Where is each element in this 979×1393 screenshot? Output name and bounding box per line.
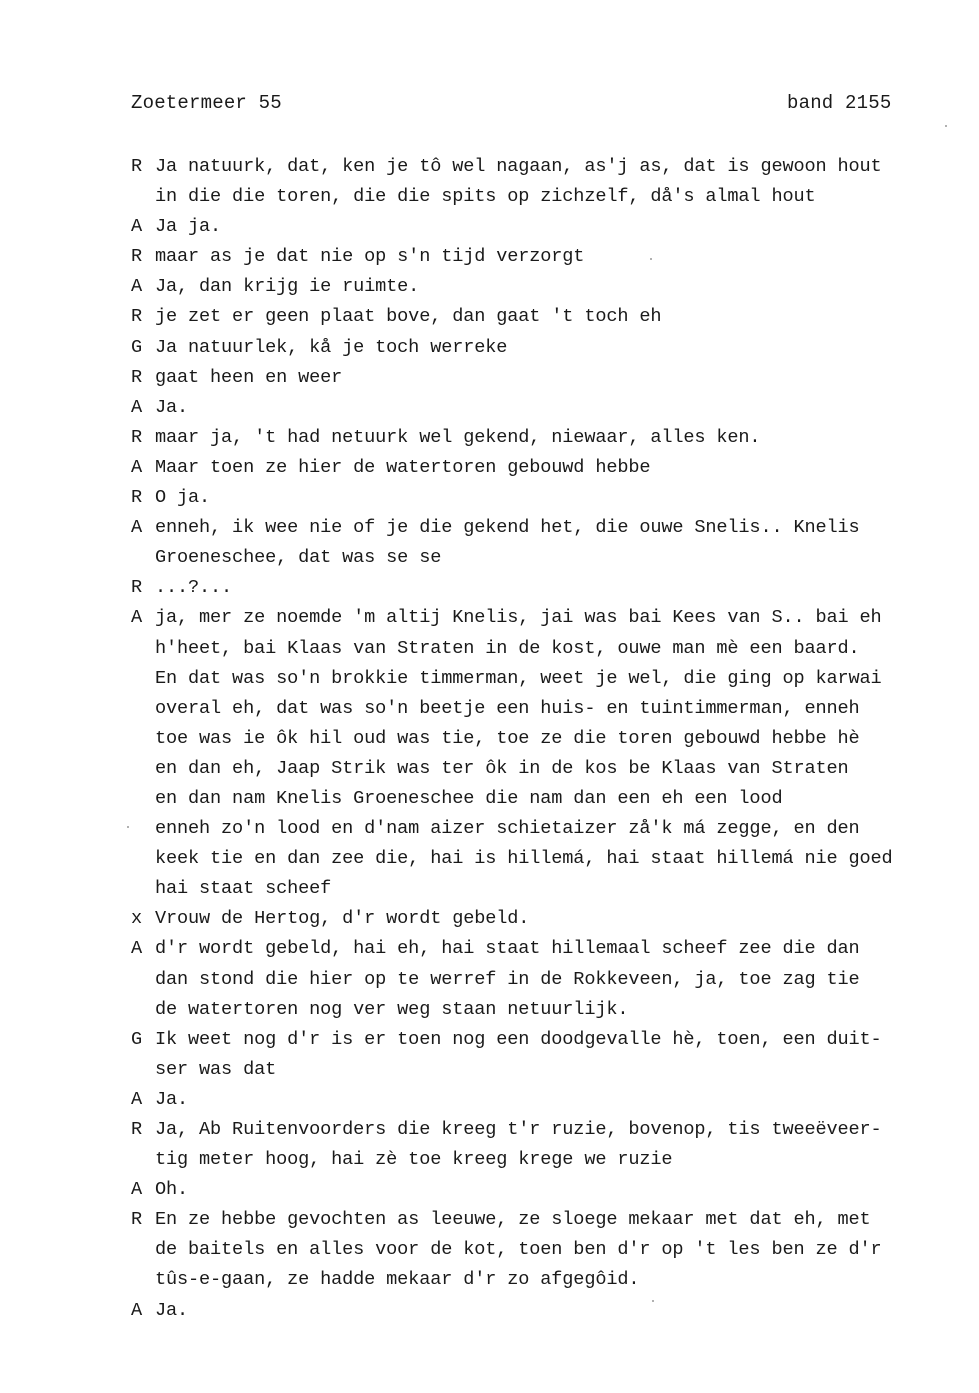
utterance-text: tûs-e-gaan, ze hadde mekaar d'r zo afgegôid. bbox=[155, 1269, 640, 1291]
header-tape-number: band 2155 bbox=[787, 92, 892, 114]
transcript-line bbox=[131, 363, 976, 393]
header-location: Zoetermeer 55 bbox=[131, 92, 282, 114]
utterance-text: Ja ja. bbox=[155, 216, 222, 238]
utterance-text: keek tie en dan zee die, hai is hillemá, hai staat hillemá nie goed bbox=[155, 848, 893, 870]
transcript-line bbox=[131, 333, 976, 363]
utterance-text: de baitels en alles voor de kot, toen ben d'r op 't les ben ze d'r bbox=[155, 1239, 882, 1261]
transcript-continuation-line bbox=[131, 784, 976, 814]
speaker-label: R bbox=[131, 577, 143, 599]
utterance-text: ja, mer ze noemde 'm altij Knelis, jai was bai Kees van S.. bai eh bbox=[155, 607, 882, 629]
utterance-text: in die die toren, die die spits op zichzelf, då's almal hout bbox=[155, 186, 816, 208]
utterance-text: En ze hebbe gevochten as leeuwe, ze sloege mekaar met dat eh, met bbox=[155, 1209, 871, 1231]
scan-speck bbox=[945, 125, 947, 127]
utterance-text: toe was ie ôk hil oud was tie, toe ze die toren gebouwd hebbe hè bbox=[155, 727, 860, 749]
scan-speck bbox=[127, 826, 129, 828]
utterance-text: enneh zo'n lood en d'nam aizer schietaizer zå'k má zegge, en den bbox=[155, 818, 860, 840]
speaker-label: R bbox=[131, 306, 143, 328]
transcript-continuation-line bbox=[131, 844, 976, 874]
utterance-text: Ja natuurlek, kå je toch werreke bbox=[155, 336, 508, 358]
speaker-label: G bbox=[131, 1028, 143, 1050]
transcript-continuation-line bbox=[131, 634, 976, 664]
speaker-label: A bbox=[131, 276, 143, 298]
transcript-line bbox=[131, 1115, 976, 1145]
transcript-line bbox=[131, 1296, 976, 1326]
utterance-text: Ja. bbox=[155, 396, 189, 418]
transcript-line bbox=[131, 393, 976, 423]
utterance-text: maar ja, 't had netuurk wel gekend, niewaar, alles ken. bbox=[155, 426, 761, 448]
utterance-text: Groeneschee, dat was se se bbox=[155, 547, 442, 569]
utterance-text: h'heet, bai Klaas van Straten in de kost, ouwe man mè een baard. bbox=[155, 637, 860, 659]
transcript-continuation-line bbox=[131, 1145, 976, 1175]
transcript-line bbox=[131, 453, 976, 483]
transcript-continuation-line bbox=[131, 754, 976, 784]
speaker-label: A bbox=[131, 396, 143, 418]
utterance-text: En dat was so'n brokkie timmerman, weet je wel, die ging op karwai bbox=[155, 667, 882, 689]
speaker-label: A bbox=[131, 607, 143, 629]
utterance-text: overal eh, dat was so'n beetje een huis- en tuintimmerman, enneh bbox=[155, 697, 860, 719]
transcript-line bbox=[131, 934, 976, 964]
utterance-text: Ja. bbox=[155, 1088, 189, 1110]
utterance-text: Maar toen ze hier de watertoren gebouwd hebbe bbox=[155, 456, 651, 478]
utterance-text: je zet er geen plaat bove, dan gaat 't toch eh bbox=[155, 306, 662, 328]
speaker-label: A bbox=[131, 1088, 143, 1110]
transcript-continuation-line bbox=[131, 1055, 976, 1085]
speaker-label: G bbox=[131, 336, 143, 358]
speaker-label: R bbox=[131, 426, 143, 448]
transcript-line bbox=[131, 483, 976, 513]
speaker-label: R bbox=[131, 1119, 143, 1140]
utterance-text: Ja, dan krijg ie ruimte. bbox=[155, 276, 420, 298]
utterance-text: dan stond die hier op te werref in de Rokkeveen, ja, toe zag tie bbox=[155, 968, 860, 990]
transcript-continuation-line bbox=[131, 694, 976, 724]
transcript-continuation-line bbox=[131, 1235, 976, 1265]
transcript-line bbox=[131, 1205, 976, 1235]
transcript-line bbox=[131, 603, 976, 633]
speaker-label: R bbox=[131, 366, 143, 388]
speaker-label: A bbox=[131, 1299, 143, 1321]
speaker-label: A bbox=[131, 517, 143, 539]
utterance-text: Ik weet nog d'r is er toen nog een doodgevalle hè, toen, een duit- bbox=[155, 1028, 882, 1050]
utterance-text: ser was dat bbox=[155, 1058, 277, 1080]
utterance-text: de watertoren nog ver weg staan netuurlijk. bbox=[155, 998, 629, 1020]
transcript-line bbox=[131, 1025, 976, 1055]
utterance-text: tig meter hoog, hai zè toe kreeg krege we ruzie bbox=[155, 1149, 673, 1171]
transcript-continuation-line bbox=[131, 724, 976, 754]
transcript-line bbox=[131, 212, 976, 242]
transcript-line bbox=[131, 513, 976, 543]
transcript-continuation-line bbox=[131, 664, 976, 694]
utterance-text: gaat heen en weer bbox=[155, 366, 343, 388]
utterance-text: O ja. bbox=[155, 487, 211, 509]
transcript-line bbox=[131, 573, 976, 603]
utterance-text: maar as je dat nie op s'n tijd verzorgt bbox=[155, 246, 585, 268]
utterance-text: Ja. bbox=[155, 1299, 189, 1321]
transcript-continuation-line bbox=[131, 965, 976, 995]
transcript-continuation-line bbox=[131, 995, 976, 1025]
utterance-text: Ja, Ab Ruitenvoorders die kreeg t'r ruzie, bovenop, tis tweeëveer- bbox=[155, 1119, 882, 1140]
utterance-text: Ja natuurk, dat, ken je tô wel nagaan, as'j as, dat is gewoon hout bbox=[155, 156, 882, 177]
speaker-label: R bbox=[131, 1209, 143, 1231]
speaker-label: A bbox=[131, 456, 143, 478]
speaker-label: A bbox=[131, 1179, 143, 1201]
utterance-text: hai staat scheef bbox=[155, 878, 332, 900]
speaker-label: A bbox=[131, 216, 143, 238]
utterance-text: en dan nam Knelis Groeneschee die nam dan een eh een lood bbox=[155, 787, 783, 809]
utterance-text: en dan eh, Jaap Strik was ter ôk in de kos be Klaas van Straten bbox=[155, 757, 849, 779]
scan-speck bbox=[650, 258, 652, 260]
speaker-label: R bbox=[131, 246, 143, 268]
scan-speck bbox=[652, 1300, 654, 1302]
transcript-continuation-line bbox=[131, 1265, 976, 1295]
transcript-line bbox=[131, 242, 976, 272]
utterance-text: d'r wordt gebeld, hai eh, hai staat hillemaal scheef zee die dan bbox=[155, 938, 860, 960]
utterance-text: Oh. bbox=[155, 1179, 189, 1201]
utterance-text: ...?... bbox=[155, 577, 233, 599]
transcript-line bbox=[131, 423, 976, 453]
transcript-continuation-line bbox=[131, 814, 976, 844]
transcript-line bbox=[131, 272, 976, 302]
transcript-continuation-line bbox=[131, 543, 976, 573]
transcript-continuation-line bbox=[131, 874, 976, 904]
transcript-continuation-line bbox=[131, 182, 976, 212]
transcript-line bbox=[131, 1175, 976, 1205]
utterance-text: enneh, ik wee nie of je die gekend het, die ouwe Snelis.. Knelis bbox=[155, 517, 860, 539]
transcript-line bbox=[131, 1085, 976, 1115]
transcript-line bbox=[131, 152, 976, 182]
transcript-body bbox=[131, 152, 976, 1326]
transcript-line bbox=[131, 904, 976, 934]
speaker-label: A bbox=[131, 938, 143, 960]
utterance-text: Vrouw de Hertog, d'r wordt gebeld. bbox=[155, 908, 530, 930]
speaker-label: x bbox=[131, 908, 143, 930]
speaker-label: R bbox=[131, 156, 143, 177]
speaker-label: R bbox=[131, 487, 143, 509]
transcript-line bbox=[131, 302, 976, 332]
